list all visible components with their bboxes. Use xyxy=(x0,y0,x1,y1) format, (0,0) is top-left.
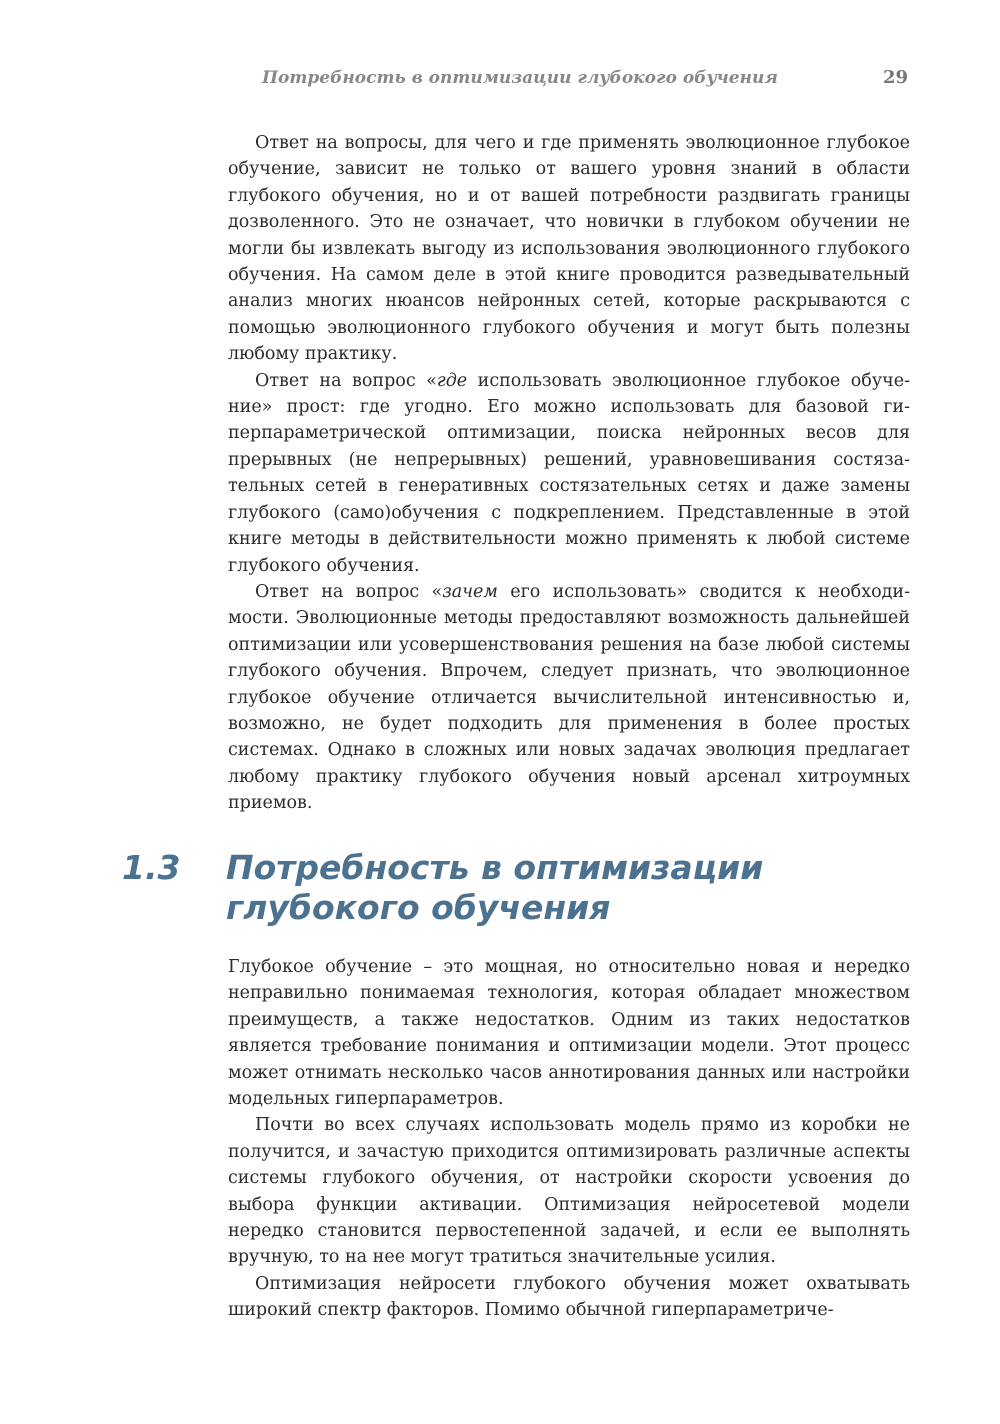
emphasis: зачем xyxy=(442,581,498,602)
paragraph: Оптимизация нейросети глубокого обучения может охватывать широкий спектр факторов. Помимо обычной гиперпараметриче- xyxy=(228,1273,910,1321)
section-number: 1.3 xyxy=(122,848,181,887)
text-span: использовать эволюционное глубокое обучение» прост: где угодно. Его можно использовать для базовой гиперпараметрической оптимизации, поиска нейронных весов для прерывных (не непрерывных) решений, уравновешивания состязательных сетей в генеративных состязательных сетях и даже замены глубокого (само)обучения с подкреплением. Представленные в этой книге методы в действительности можно применять к любой системе глубокого обучения. xyxy=(228,370,910,576)
paragraph: Ответ на вопросы, для чего и где применять эволюционное глубокое обучение, зависит не только от вашего уровня знаний в области глубокого обучения, но и от вашей потребности раздвигать границы дозволенного. Это не означает, что новички в глубоком обучении не могли бы извлекать выгоду из использования эволюционного глубокого обучения. На самом деле в этой книге проводится разведывательный анализ многих нюансов нейронных сетей, которые раскрываются с помощью эволюционного глубокого обучения и могут быть полезны любому практику. xyxy=(228,133,910,365)
text-span: его использовать» сводится к необходимости. Эволюционные методы предоставляют возможность дальнейшей оптимизации или усовершенствования решения на базе любой системы глубокого обучения. Впрочем, следует признать, что эволюционное глубокое обучение отличается вычислительной интенсивностью и, возможно, не будет подходить для применения в более простых системах. Однако в сложных или новых задачах эволюция предлагает любому практику глубокого обучения новый арсенал хитроумных приемов. xyxy=(228,581,910,814)
body-text-bottom xyxy=(228,954,910,1324)
emphasis: где xyxy=(436,370,468,391)
body-text-top xyxy=(228,130,910,817)
text-span: Ответ на вопрос « xyxy=(255,581,443,602)
paragraph xyxy=(228,368,910,579)
text-span: Ответ на вопрос « xyxy=(255,370,437,391)
page-number: 29 xyxy=(882,67,908,88)
section-title: Потребность в оптимизации глубокого обучения xyxy=(226,848,764,927)
paragraph: Почти во всех случаях использовать модель прямо из коробки не получится, и зачастую приходится оптимизировать различные аспекты системы глубокого обучения, от настройки скорости усвоения до выбора функции активации. Оптимизация нейросетевой модели нередко становится первостепенной задачей, и если ее выполнять вручную, то на нее могут тратиться значительные усилия. xyxy=(228,1115,910,1268)
paragraph: Глубокое обучение – это мощная, но относительно новая и нередко неправильно понимаемая технология, которая обладает множеством преимуществ, а также недостатков. Одним из таких недостатков является требование понимания и оптимизации модели. Этот процесс может отнимать несколько часов аннотирования данных или настройки модельных гиперпараметров. xyxy=(228,957,910,1110)
running-head-title: Потребность в оптимизации глубокого обучения xyxy=(262,68,778,88)
paragraph xyxy=(228,579,910,817)
